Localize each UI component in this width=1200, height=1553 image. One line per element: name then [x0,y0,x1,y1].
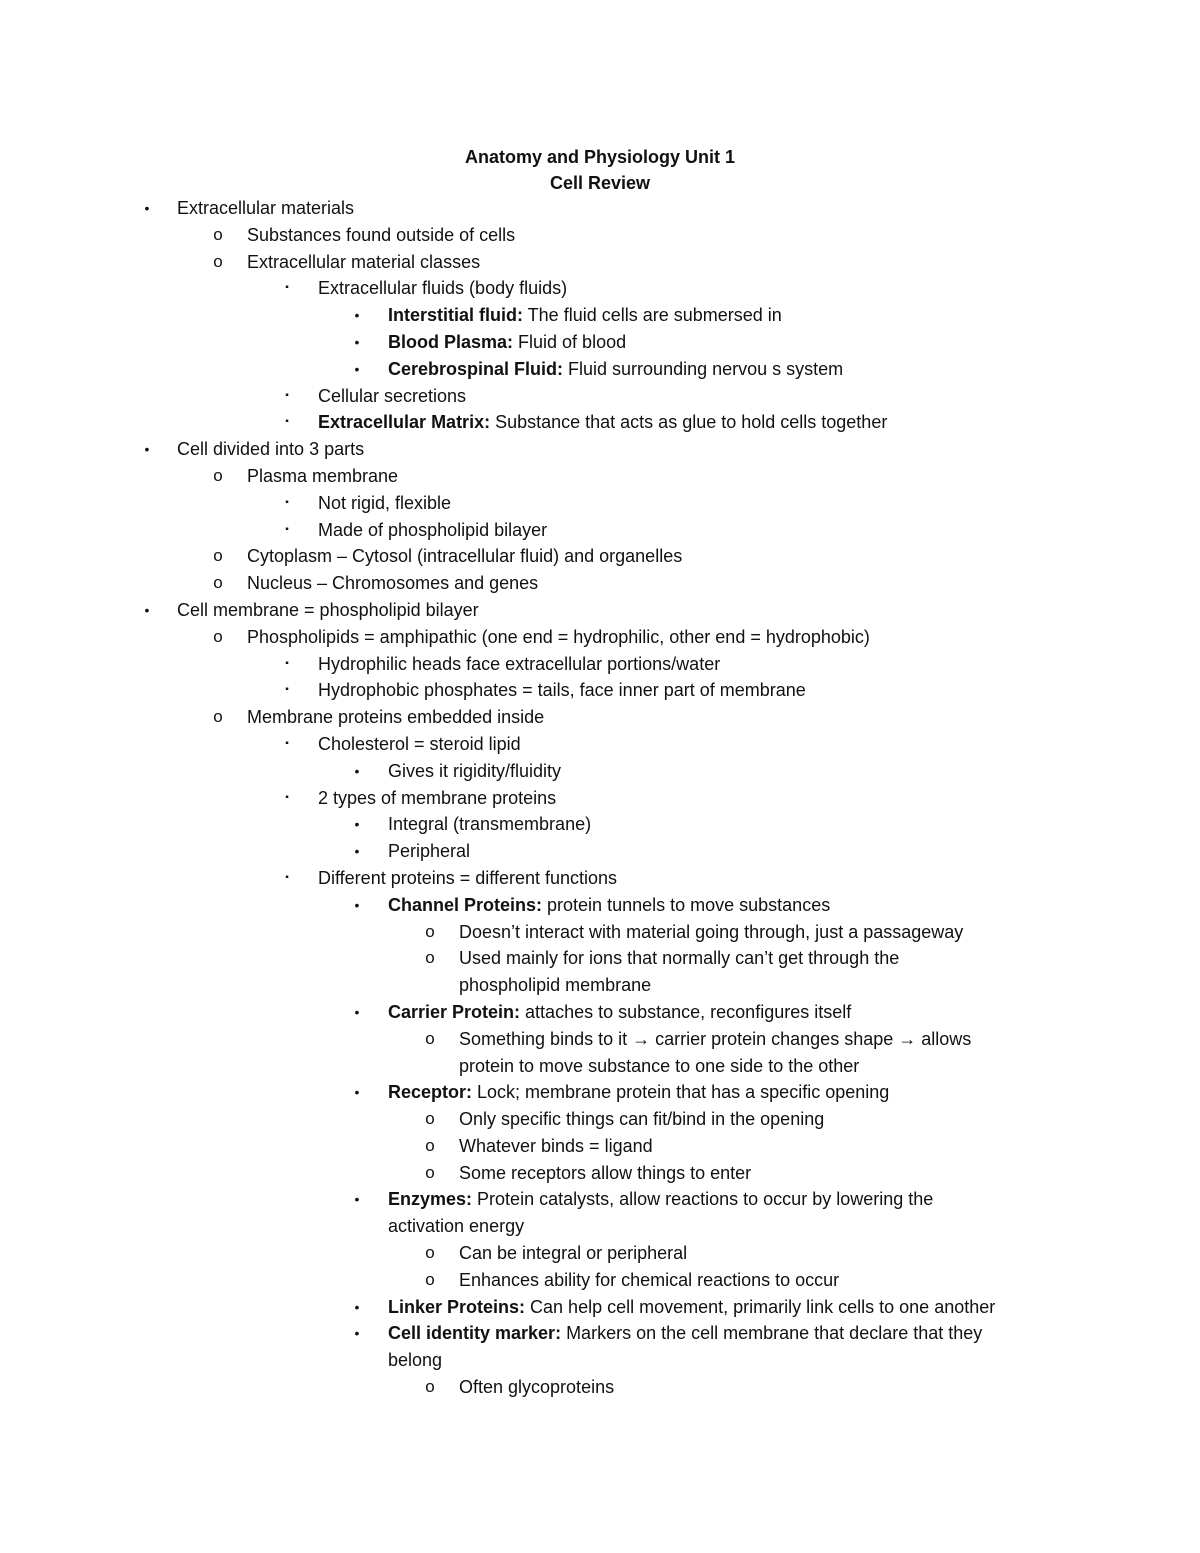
list-bullet-circle: o [213,251,223,271]
list-item-text [388,356,843,383]
item-text: Enhances ability for chemical reactions to occur [459,1269,840,1290]
item-text: Membrane proteins embedded inside [247,707,545,728]
list-item [0,1106,1200,1133]
item-text: Protein catalysts, allow reactions to occur by lowering the [472,1189,934,1210]
list-item-text [177,195,354,222]
item-text: Can be integral or peripheral [459,1243,688,1264]
term-label: Enzymes: [388,1189,473,1210]
list-item [0,1347,1200,1374]
list-item-text [318,490,451,517]
item-text: Something binds to it → carrier protein changes shape → allows [459,1028,972,1049]
list-bullet-disc: • [354,896,360,913]
item-text: phospholipid membrane [459,975,652,996]
list-item [0,704,1200,731]
item-text: Extracellular materials [177,198,355,218]
list-item-text [459,1106,824,1133]
item-text: Not rigid, flexible [318,492,452,513]
list-item-text [318,409,887,436]
list-bullet-circle: o [425,1377,435,1397]
list-item [0,865,1200,892]
list-bullet-circle: o [425,1109,435,1129]
outline-list [0,195,1200,1401]
list-bullet-disc: • [354,360,360,377]
list-item-text [388,302,782,329]
list-item-text [388,1186,933,1213]
list-item-text [247,249,480,276]
list-item-text [388,838,470,865]
list-item-text [247,624,870,651]
list-item-text [459,1133,653,1160]
list-item [0,409,1200,436]
list-item [0,811,1200,838]
list-item-text [459,1374,614,1401]
item-text: Hydrophobic phosphates = tails, face inner part of membrane [318,680,806,701]
item-text: Nucleus – Chromosomes and genes [247,573,539,594]
list-item-text [318,517,547,544]
list-bullet-square: ▪ [285,737,289,749]
item-text: Plasma membrane [247,465,399,486]
list-item [0,1160,1200,1187]
list-item [0,758,1200,785]
list-bullet-disc: • [144,601,150,618]
list-item-text [388,892,830,919]
term-label: Cell identity marker: [388,1323,562,1344]
list-item-text [247,570,538,597]
list-item [0,651,1200,678]
list-item [0,517,1200,544]
list-item-text [318,785,556,812]
list-bullet-circle: o [425,1269,435,1289]
list-bullet-disc: • [354,762,360,779]
item-text: Hydrophilic heads face extracellular portions/water [318,653,721,674]
list-bullet-circle: o [425,1162,435,1182]
list-bullet-disc: • [144,200,150,216]
list-item [0,302,1200,329]
term-label: Extracellular Matrix: [318,412,491,433]
list-bullet-circle: o [425,948,435,968]
list-item [0,275,1200,302]
term-label: Receptor: [388,1082,473,1103]
list-item-text [388,1079,889,1106]
item-text: activation energy [388,1216,525,1237]
item-text: Substance that acts as glue to hold cells together [490,412,888,433]
list-item-text [459,972,651,999]
item-text: Different proteins = different functions [318,867,618,888]
list-bullet-square: ▪ [285,416,289,428]
list-item [0,543,1200,570]
term-label: Channel Proteins: [388,894,543,915]
item-text: Made of phospholipid bilayer [318,519,548,540]
list-item [0,677,1200,704]
item-text: Gives it rigidity/fluidity [388,760,562,781]
list-bullet-square: ▪ [285,684,289,696]
list-item-text [459,945,899,972]
list-item [0,972,1200,999]
item-text: Cholesterol = steroid lipid [318,733,521,754]
list-item [0,463,1200,490]
list-item [0,1133,1200,1160]
list-bullet-disc: • [354,307,360,324]
list-item [0,838,1200,865]
list-item-text [318,677,806,704]
list-item-text [459,1026,971,1053]
item-text: Fluid of blood [513,331,627,352]
item-text: Cell divided into 3 parts [177,439,365,460]
list-bullet-circle: o [425,921,435,941]
list-item [0,436,1200,463]
item-text: Extracellular fluids (body fluids) [318,278,568,299]
list-item [0,597,1200,624]
list-item [0,356,1200,383]
list-item [0,1213,1200,1240]
item-text: protein tunnels to move substances [542,894,831,915]
list-item [0,892,1200,919]
list-item-text [388,999,851,1026]
list-item [0,1079,1200,1106]
list-item-text [388,1294,995,1321]
list-bullet-circle: o [425,1135,435,1155]
list-bullet-disc: • [354,1084,360,1101]
item-text: protein to move substance to one side to the other [459,1055,860,1076]
list-item [0,329,1200,356]
list-item [0,249,1200,276]
list-bullet-disc: • [354,1325,360,1342]
list-bullet-disc: • [354,1298,360,1315]
item-text: Whatever binds = ligand [459,1135,653,1156]
list-item [0,570,1200,597]
list-bullet-circle: o [425,1028,435,1048]
list-item-text [459,1267,839,1294]
item-text: Cellular secretions [318,385,467,406]
document-title: Anatomy and Physiology Unit 1 [464,147,736,167]
list-item-text [388,1213,524,1240]
item-text: Fluid surrounding nervou s system [563,358,844,379]
list-item-text [459,1160,751,1187]
list-bullet-disc: • [354,1003,360,1020]
item-text: attaches to substance, reconfigures itself [520,1001,852,1022]
list-item [0,945,1200,972]
list-item [0,1374,1200,1401]
list-item-text [388,1320,982,1347]
item-text: 2 types of membrane proteins [318,787,557,808]
list-bullet-circle: o [425,1243,435,1263]
list-bullet-circle: o [213,626,223,646]
list-item-text [388,329,626,356]
document-subtitle: Cell Review [549,173,651,193]
list-item [0,1320,1200,1347]
list-item-text [459,1240,687,1267]
list-item-text [247,704,544,731]
list-item [0,624,1200,651]
item-text: Substances found outside of cells [247,224,516,245]
list-bullet-square: ▪ [285,496,289,508]
list-item [0,1026,1200,1053]
list-item-text [318,275,567,302]
list-item-text [388,811,591,838]
item-text: Integral (transmembrane) [388,814,592,835]
list-item [0,1053,1200,1080]
list-bullet-square: ▪ [285,523,289,535]
item-text: Peripheral [388,841,471,862]
item-text: Doesn’t interact with material going through, just a passageway [459,921,964,942]
list-item [0,999,1200,1026]
item-text: Phospholipids = amphipathic (one end = hydrophilic, other end = hydrophobic) [247,626,870,647]
list-item [0,785,1200,812]
list-bullet-circle: o [213,707,223,727]
list-bullet-disc: • [354,1191,360,1208]
term-label: Linker Proteins: [388,1296,526,1317]
list-item [0,1267,1200,1294]
list-bullet-square: ▪ [285,791,289,803]
list-bullet-square: ▪ [285,282,289,294]
list-item-text [318,651,720,678]
item-text: Can help cell movement, primarily link cells to one another [525,1296,996,1317]
list-item [0,1294,1200,1321]
item-text: Some receptors allow things to enter [459,1162,752,1183]
item-text: Extracellular material classes [247,251,481,272]
list-bullet-circle: o [213,573,223,593]
list-item [0,731,1200,758]
item-text: Lock; membrane protein that has a specific opening [472,1082,890,1103]
list-item-text [318,383,466,410]
item-text: Cytoplasm – Cytosol (intracellular fluid) and organelles [247,546,683,567]
list-item-text [318,865,617,892]
list-item [0,1240,1200,1267]
list-item [0,195,1200,222]
item-text: Markers on the cell membrane that declare that they [561,1323,983,1344]
item-text: Used mainly for ions that normally can’t get through the [459,948,900,969]
item-text: Cell membrane = phospholipid bilayer [177,599,479,620]
list-bullet-disc: • [354,843,360,860]
list-item-text [388,1347,442,1374]
list-bullet-circle: o [213,224,223,244]
term-label: Carrier Protein: [388,1001,521,1022]
list-item [0,919,1200,946]
list-bullet-disc: • [354,333,360,350]
list-bullet-circle: o [213,465,223,485]
list-item-text [247,543,682,570]
list-item [0,490,1200,517]
list-item [0,222,1200,249]
term-label: Blood Plasma: [388,331,514,352]
term-label: Cerebrospinal Fluid: [388,358,564,379]
list-bullet-square: ▪ [285,657,289,669]
term-label: Interstitial fluid: [388,305,523,326]
list-item-text [177,436,364,463]
list-bullet-disc: • [354,816,360,833]
item-text: belong [388,1350,443,1371]
item-text: Only specific things can fit/bind in the opening [459,1109,825,1130]
list-item-text [247,463,398,490]
list-item-text [459,919,963,946]
list-item-text [388,758,561,785]
item-text: The fluid cells are submersed in [523,305,782,326]
list-item-text [459,1053,859,1080]
list-bullet-square: ▪ [285,389,289,401]
item-text: Often glycoproteins [459,1377,615,1398]
list-bullet-square: ▪ [285,871,289,883]
list-item-text [247,222,515,249]
list-item [0,383,1200,410]
list-item-text [318,731,521,758]
list-item-text [177,597,479,624]
list-bullet-disc: • [144,441,150,458]
list-item [0,1186,1200,1213]
list-bullet-circle: o [213,546,223,566]
